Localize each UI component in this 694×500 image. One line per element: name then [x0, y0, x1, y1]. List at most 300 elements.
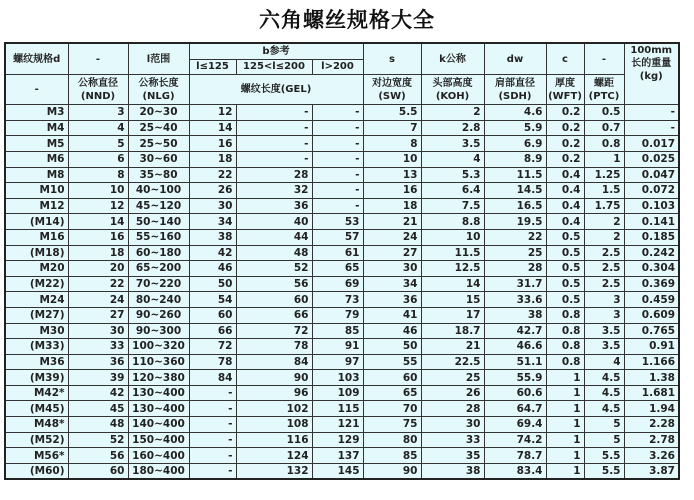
- cell-s: 36: [363, 292, 421, 308]
- cell-b-le125: -: [189, 401, 236, 417]
- cell-nominal-diameter: 27: [68, 307, 128, 323]
- cell-pitch: 1.25: [584, 167, 624, 183]
- table-row: [5, 354, 679, 370]
- cell-weight: 0.459: [624, 292, 679, 308]
- cell-dw: 8.9: [484, 151, 546, 167]
- cell-length-range: 90~300: [128, 323, 189, 339]
- cell-pitch: 4.5: [584, 370, 624, 386]
- cell-s: 10: [363, 151, 421, 167]
- cell-length-range: 130~400: [128, 401, 189, 417]
- cell-b-125-200: 48: [236, 245, 312, 261]
- cell-weight: 0.047: [624, 167, 679, 183]
- cell-b-le125: 18: [189, 151, 236, 167]
- cell-length-range: 100~320: [128, 339, 189, 355]
- cell-length-range: 65~200: [128, 261, 189, 277]
- cell-dw: 42.7: [484, 323, 546, 339]
- cell-length-range: 30~60: [128, 151, 189, 167]
- cell-k: 11.5: [421, 245, 484, 261]
- cell-pitch: 0.8: [584, 136, 624, 152]
- cell-s: 75: [363, 417, 421, 433]
- cell-b-gt200: -: [312, 198, 363, 214]
- cell-nominal-diameter: 52: [68, 432, 128, 448]
- cell-b-gt200: 145: [312, 463, 363, 479]
- cell-pitch: 2.5: [584, 261, 624, 277]
- cell-b-gt200: 97: [312, 354, 363, 370]
- cell-k: 21: [421, 339, 484, 355]
- cell-pitch: 0.7: [584, 120, 624, 136]
- cell-pitch: 5: [584, 432, 624, 448]
- table-row: [5, 385, 679, 401]
- cell-b-125-200: 44: [236, 229, 312, 245]
- cell-dw: 4.6: [484, 105, 546, 121]
- cell-weight: 3.87: [624, 463, 679, 479]
- cell-b-125-200: 52: [236, 261, 312, 277]
- cell-length-range: 25~40: [128, 120, 189, 136]
- cell-length-range: 35~80: [128, 167, 189, 183]
- cell-nominal-diameter: 48: [68, 417, 128, 433]
- header-dash2: -: [584, 43, 624, 75]
- cell-thread-spec: (M52): [5, 432, 68, 448]
- header-thread-spec: 螺纹规格d: [5, 43, 68, 75]
- table-row: [5, 307, 679, 323]
- cell-length-range: 20~30: [128, 105, 189, 121]
- table-row: [5, 432, 679, 448]
- table-row: [5, 214, 679, 230]
- cell-b-gt200: 79: [312, 307, 363, 323]
- cell-b-le125: 42: [189, 245, 236, 261]
- cell-c: 1: [546, 417, 584, 433]
- cell-pitch: 1: [584, 151, 624, 167]
- cell-s: 41: [363, 307, 421, 323]
- cell-b-125-200: 132: [236, 463, 312, 479]
- cell-k: 35: [421, 448, 484, 464]
- cell-b-gt200: 91: [312, 339, 363, 355]
- cell-b-le125: 84: [189, 370, 236, 386]
- cell-s: 65: [363, 385, 421, 401]
- cell-dw: 31.7: [484, 276, 546, 292]
- cell-b-125-200: 36: [236, 198, 312, 214]
- cell-pitch: 2: [584, 229, 624, 245]
- cell-s: 55: [363, 354, 421, 370]
- cell-b-le125: 12: [189, 105, 236, 121]
- table-row: [5, 339, 679, 355]
- cell-thread-spec: M16: [5, 229, 68, 245]
- cell-s: 27: [363, 245, 421, 261]
- cell-b-le125: 22: [189, 167, 236, 183]
- cell-c: 0.8: [546, 323, 584, 339]
- cell-c: 1: [546, 448, 584, 464]
- cell-b-125-200: 96: [236, 385, 312, 401]
- cell-nominal-diameter: 12: [68, 198, 128, 214]
- cell-b-125-200: 56: [236, 276, 312, 292]
- cell-c: 0.4: [546, 167, 584, 183]
- cell-dw: 6.9: [484, 136, 546, 152]
- cell-c: 1: [546, 401, 584, 417]
- cell-weight: 0.242: [624, 245, 679, 261]
- cell-b-125-200: 32: [236, 183, 312, 199]
- cell-dw: 11.5: [484, 167, 546, 183]
- cell-length-range: 45~120: [128, 198, 189, 214]
- cell-dw: 69.4: [484, 417, 546, 433]
- cell-nominal-diameter: 22: [68, 276, 128, 292]
- cell-length-range: 140~400: [128, 417, 189, 433]
- cell-k: 7.5: [421, 198, 484, 214]
- cell-thread-spec: M6: [5, 151, 68, 167]
- cell-b-125-200: 78: [236, 339, 312, 355]
- cell-s: 70: [363, 401, 421, 417]
- cell-length-range: 150~400: [128, 432, 189, 448]
- cell-b-gt200: -: [312, 105, 363, 121]
- table-row: [5, 323, 679, 339]
- header2-nlg: 公称长度(NLG): [128, 75, 189, 105]
- cell-c: 0.5: [546, 229, 584, 245]
- cell-thread-spec: M48*: [5, 417, 68, 433]
- cell-thread-spec: (M45): [5, 401, 68, 417]
- cell-pitch: 5.5: [584, 463, 624, 479]
- cell-k: 28: [421, 401, 484, 417]
- cell-s: 21: [363, 214, 421, 230]
- header2-koh: 头部高度(KOH): [421, 75, 484, 105]
- cell-c: 0.2: [546, 136, 584, 152]
- cell-b-le125: 50: [189, 276, 236, 292]
- cell-length-range: 120~380: [128, 370, 189, 386]
- cell-weight: 0.072: [624, 183, 679, 199]
- cell-b-gt200: 121: [312, 417, 363, 433]
- cell-thread-spec: M56*: [5, 448, 68, 464]
- cell-dw: 83.4: [484, 463, 546, 479]
- header2-wft: 厚度(WFT): [546, 75, 584, 105]
- cell-b-125-200: 28: [236, 167, 312, 183]
- table-row: [5, 261, 679, 277]
- cell-k: 5.3: [421, 167, 484, 183]
- cell-k: 25: [421, 370, 484, 386]
- cell-c: 1: [546, 432, 584, 448]
- cell-c: 0.4: [546, 214, 584, 230]
- cell-k: 17: [421, 307, 484, 323]
- cell-pitch: 3: [584, 307, 624, 323]
- cell-s: 85: [363, 448, 421, 464]
- cell-dw: 55.9: [484, 370, 546, 386]
- cell-nominal-diameter: 56: [68, 448, 128, 464]
- header2-ptc: 螺距(PTC): [584, 75, 624, 105]
- header-k: k公称: [421, 43, 484, 75]
- cell-b-gt200: 73: [312, 292, 363, 308]
- cell-thread-spec: M20: [5, 261, 68, 277]
- cell-b-le125: 46: [189, 261, 236, 277]
- cell-length-range: 60~180: [128, 245, 189, 261]
- header2-gel: 螺纹长度(GEL): [189, 75, 363, 105]
- cell-nominal-diameter: 30: [68, 323, 128, 339]
- cell-nominal-diameter: 16: [68, 229, 128, 245]
- cell-nominal-diameter: 33: [68, 339, 128, 355]
- cell-c: 0.2: [546, 105, 584, 121]
- cell-b-125-200: -: [236, 105, 312, 121]
- cell-thread-spec: (M18): [5, 245, 68, 261]
- cell-s: 18: [363, 198, 421, 214]
- cell-c: 1: [546, 385, 584, 401]
- cell-pitch: 3.5: [584, 339, 624, 355]
- cell-weight: 0.91: [624, 339, 679, 355]
- cell-b-125-200: 72: [236, 323, 312, 339]
- cell-b-gt200: 57: [312, 229, 363, 245]
- cell-k: 22.5: [421, 354, 484, 370]
- cell-nominal-diameter: 3: [68, 105, 128, 121]
- cell-b-le125: -: [189, 448, 236, 464]
- cell-nominal-diameter: 60: [68, 463, 128, 479]
- hex-screw-spec-table: [4, 42, 680, 480]
- table-row: [5, 417, 679, 433]
- table-row: [5, 198, 679, 214]
- cell-nominal-diameter: 10: [68, 183, 128, 199]
- cell-dw: 60.6: [484, 385, 546, 401]
- cell-b-125-200: -: [236, 120, 312, 136]
- cell-b-gt200: -: [312, 167, 363, 183]
- cell-b-le125: 78: [189, 354, 236, 370]
- cell-pitch: 4.5: [584, 401, 624, 417]
- header-b-l200: l>200: [312, 59, 363, 75]
- header-dash: -: [68, 43, 128, 75]
- cell-thread-spec: M4: [5, 120, 68, 136]
- cell-nominal-diameter: 6: [68, 151, 128, 167]
- cell-weight: 0.609: [624, 307, 679, 323]
- cell-pitch: 1.5: [584, 183, 624, 199]
- cell-weight: 0.185: [624, 229, 679, 245]
- cell-b-le125: -: [189, 432, 236, 448]
- cell-dw: 5.9: [484, 120, 546, 136]
- header-b-l125: l≤125: [189, 59, 236, 75]
- cell-pitch: 4.5: [584, 385, 624, 401]
- header-weight: 100mm长的重量(kg): [624, 43, 679, 105]
- cell-b-gt200: 129: [312, 432, 363, 448]
- table-row: [5, 292, 679, 308]
- cell-pitch: 5.5: [584, 448, 624, 464]
- cell-b-le125: 34: [189, 214, 236, 230]
- header-b-ref: b参考: [189, 43, 363, 59]
- cell-s: 46: [363, 323, 421, 339]
- cell-weight: -: [624, 105, 679, 121]
- cell-nominal-diameter: 39: [68, 370, 128, 386]
- cell-b-125-200: 60: [236, 292, 312, 308]
- cell-dw: 16.5: [484, 198, 546, 214]
- header2-sdh: 肩部直径(SDH): [484, 75, 546, 105]
- cell-thread-spec: M24: [5, 292, 68, 308]
- cell-dw: 33.6: [484, 292, 546, 308]
- header-l-range: l范围: [128, 43, 189, 75]
- cell-dw: 78.7: [484, 448, 546, 464]
- cell-s: 50: [363, 339, 421, 355]
- cell-dw: 14.5: [484, 183, 546, 199]
- cell-weight: 2.28: [624, 417, 679, 433]
- cell-dw: 28: [484, 261, 546, 277]
- cell-b-125-200: 108: [236, 417, 312, 433]
- cell-length-range: 110~360: [128, 354, 189, 370]
- cell-c: 0.5: [546, 292, 584, 308]
- cell-pitch: 2.5: [584, 245, 624, 261]
- cell-nominal-diameter: 5: [68, 136, 128, 152]
- cell-weight: 1.38: [624, 370, 679, 386]
- cell-k: 10: [421, 229, 484, 245]
- cell-b-le125: 54: [189, 292, 236, 308]
- header2-nnd: 公称直径(NND): [68, 75, 128, 105]
- cell-pitch: 5: [584, 417, 624, 433]
- cell-k: 14: [421, 276, 484, 292]
- cell-length-range: 25~50: [128, 136, 189, 152]
- table-row: [5, 401, 679, 417]
- cell-k: 26: [421, 385, 484, 401]
- cell-s: 34: [363, 276, 421, 292]
- cell-b-le125: -: [189, 417, 236, 433]
- cell-b-le125: 72: [189, 339, 236, 355]
- cell-nominal-diameter: 36: [68, 354, 128, 370]
- cell-b-le125: 16: [189, 136, 236, 152]
- cell-b-125-200: -: [236, 136, 312, 152]
- cell-weight: 1.166: [624, 354, 679, 370]
- cell-nominal-diameter: 20: [68, 261, 128, 277]
- cell-weight: 3.26: [624, 448, 679, 464]
- cell-c: 1: [546, 463, 584, 479]
- cell-weight: 0.103: [624, 198, 679, 214]
- cell-s: 13: [363, 167, 421, 183]
- cell-c: 0.5: [546, 261, 584, 277]
- table-row: [5, 167, 679, 183]
- cell-c: 0.4: [546, 183, 584, 199]
- cell-pitch: 2.5: [584, 276, 624, 292]
- cell-weight: -: [624, 120, 679, 136]
- cell-dw: 38: [484, 307, 546, 323]
- cell-dw: 19.5: [484, 214, 546, 230]
- table-row: [5, 151, 679, 167]
- cell-c: 0.4: [546, 198, 584, 214]
- table-row: [5, 136, 679, 152]
- cell-thread-spec: M42*: [5, 385, 68, 401]
- cell-k: 15: [421, 292, 484, 308]
- table-row: [5, 448, 679, 464]
- cell-k: 38: [421, 463, 484, 479]
- cell-k: 3.5: [421, 136, 484, 152]
- cell-c: 0.8: [546, 307, 584, 323]
- cell-b-le125: 60: [189, 307, 236, 323]
- cell-length-range: 80~240: [128, 292, 189, 308]
- cell-s: 60: [363, 370, 421, 386]
- cell-nominal-diameter: 18: [68, 245, 128, 261]
- cell-b-gt200: 69: [312, 276, 363, 292]
- cell-b-125-200: 40: [236, 214, 312, 230]
- cell-length-range: 180~400: [128, 463, 189, 479]
- cell-nominal-diameter: 45: [68, 401, 128, 417]
- cell-thread-spec: M3: [5, 105, 68, 121]
- cell-k: 30: [421, 417, 484, 433]
- cell-pitch: 3: [584, 292, 624, 308]
- cell-weight: 0.304: [624, 261, 679, 277]
- table-row: [5, 245, 679, 261]
- cell-pitch: 1.75: [584, 198, 624, 214]
- cell-pitch: 0.5: [584, 105, 624, 121]
- cell-b-gt200: 103: [312, 370, 363, 386]
- cell-b-125-200: 66: [236, 307, 312, 323]
- cell-b-125-200: 124: [236, 448, 312, 464]
- cell-b-gt200: 109: [312, 385, 363, 401]
- cell-dw: 74.2: [484, 432, 546, 448]
- cell-k: 18.7: [421, 323, 484, 339]
- cell-c: 0.5: [546, 276, 584, 292]
- cell-length-range: 70~220: [128, 276, 189, 292]
- cell-c: 0.2: [546, 151, 584, 167]
- table-row: [5, 229, 679, 245]
- cell-s: 8: [363, 136, 421, 152]
- cell-b-le125: 26: [189, 183, 236, 199]
- cell-b-125-200: -: [236, 151, 312, 167]
- cell-thread-spec: (M27): [5, 307, 68, 323]
- cell-weight: 1.94: [624, 401, 679, 417]
- header-dw: dw: [484, 43, 546, 75]
- cell-pitch: 3.5: [584, 323, 624, 339]
- cell-length-range: 55~160: [128, 229, 189, 245]
- table-row: [5, 120, 679, 136]
- cell-b-gt200: 61: [312, 245, 363, 261]
- cell-length-range: 90~260: [128, 307, 189, 323]
- table-row: [5, 183, 679, 199]
- cell-nominal-diameter: 24: [68, 292, 128, 308]
- cell-k: 12.5: [421, 261, 484, 277]
- cell-c: 1: [546, 370, 584, 386]
- cell-thread-spec: (M14): [5, 214, 68, 230]
- cell-b-gt200: -: [312, 120, 363, 136]
- cell-weight: 0.141: [624, 214, 679, 230]
- cell-s: 24: [363, 229, 421, 245]
- cell-k: 4: [421, 151, 484, 167]
- cell-b-gt200: 137: [312, 448, 363, 464]
- cell-thread-spec: M30: [5, 323, 68, 339]
- cell-b-gt200: 65: [312, 261, 363, 277]
- table-row: [5, 370, 679, 386]
- cell-s: 7: [363, 120, 421, 136]
- header-b-l125-200: 125<l≤200: [236, 59, 312, 75]
- cell-thread-spec: (M22): [5, 276, 68, 292]
- cell-c: 0.8: [546, 339, 584, 355]
- cell-s: 30: [363, 261, 421, 277]
- cell-k: 2: [421, 105, 484, 121]
- header-s: s: [363, 43, 421, 75]
- cell-dw: 51.1: [484, 354, 546, 370]
- cell-b-le125: 38: [189, 229, 236, 245]
- cell-length-range: 160~400: [128, 448, 189, 464]
- cell-b-125-200: 84: [236, 354, 312, 370]
- cell-pitch: 4: [584, 354, 624, 370]
- cell-length-range: 40~100: [128, 183, 189, 199]
- cell-pitch: 2: [584, 214, 624, 230]
- cell-b-125-200: 102: [236, 401, 312, 417]
- cell-b-le125: 14: [189, 120, 236, 136]
- cell-weight: 0.765: [624, 323, 679, 339]
- cell-b-gt200: -: [312, 151, 363, 167]
- header2-sw: 对边宽度(SW): [363, 75, 421, 105]
- cell-b-125-200: 90: [236, 370, 312, 386]
- table-body: [5, 105, 679, 480]
- cell-k: 2.8: [421, 120, 484, 136]
- cell-k: 8.8: [421, 214, 484, 230]
- cell-b-gt200: 85: [312, 323, 363, 339]
- cell-k: 33: [421, 432, 484, 448]
- cell-k: 6.4: [421, 183, 484, 199]
- header-c: c: [546, 43, 584, 75]
- cell-weight: 1.681: [624, 385, 679, 401]
- cell-b-le125: 30: [189, 198, 236, 214]
- cell-nominal-diameter: 4: [68, 120, 128, 136]
- cell-weight: 0.025: [624, 151, 679, 167]
- cell-b-gt200: 115: [312, 401, 363, 417]
- table-row: [5, 105, 679, 121]
- cell-s: 80: [363, 432, 421, 448]
